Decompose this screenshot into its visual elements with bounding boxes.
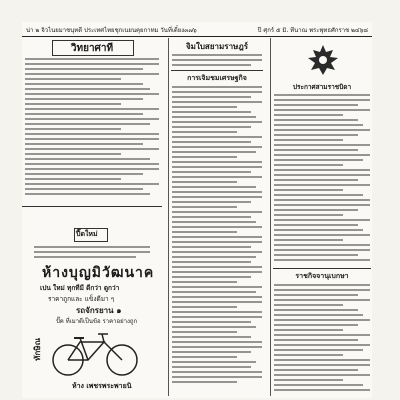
- right-article-text: [274, 94, 370, 264]
- ad-line-3: รถจักรยาน ๑: [76, 305, 122, 315]
- right-lower-text: [274, 284, 370, 394]
- column-middle: [168, 38, 265, 396]
- emblem-caption: ประกาศสามราชบิดา: [292, 83, 352, 91]
- right-section-heading: ราชกิจจานุเบกษา: [295, 271, 349, 280]
- header-right-text: ปี ศุกร์ ๕ มิ. ทีนาณ พระพุทธศักราช ๒๔๖๘: [257, 27, 368, 34]
- column-left: [22, 38, 162, 396]
- header-left-text: น่า ๒ จิวไนยมาชนุทดี ประเทศไทยชุกเนยนคุยกาทม วันที่เดี๋ยง๓๗๖: [26, 27, 197, 34]
- ad-line-4: ปั๊ค ที่เมาดีเป็นข้อ ราคาอย่างถูก: [56, 318, 138, 325]
- column-right: [270, 38, 373, 396]
- ad-footer: ห้าง เพชรพระพายนิ: [72, 381, 132, 390]
- bicycle-illustration: [50, 328, 140, 378]
- newspaper-page: [22, 22, 372, 398]
- article-text-block: [25, 58, 159, 198]
- ad-text-block: [34, 246, 150, 261]
- right-divider: [273, 268, 371, 269]
- ad-headline: ห้างบุญมิวัฒนาค: [42, 265, 155, 281]
- ad-side-text: ทักษิณ: [32, 338, 42, 361]
- middle-intro-text: [172, 54, 262, 69]
- middle-divider: [171, 70, 263, 71]
- middle-section-heading: การเจิมชมเศรษฐกิจ: [187, 73, 247, 82]
- section-divider: [22, 206, 162, 207]
- ad-small-label: ปี๊ดใหม่: [76, 229, 98, 238]
- page-header: [22, 22, 372, 37]
- garuda-emblem-icon: [305, 42, 341, 78]
- column-title: วิทยาศาที: [70, 43, 114, 54]
- ad-line-1: เปน ใหม่ ทุกทีมี ดีกว่า ดูกว่า: [40, 284, 120, 292]
- middle-article-text: [172, 86, 262, 386]
- middle-column-title: จิมใบสยามราษฎร์: [185, 41, 248, 51]
- ad-line-2: ราคาถูกและ แข็งดีมา ๆ: [48, 295, 115, 303]
